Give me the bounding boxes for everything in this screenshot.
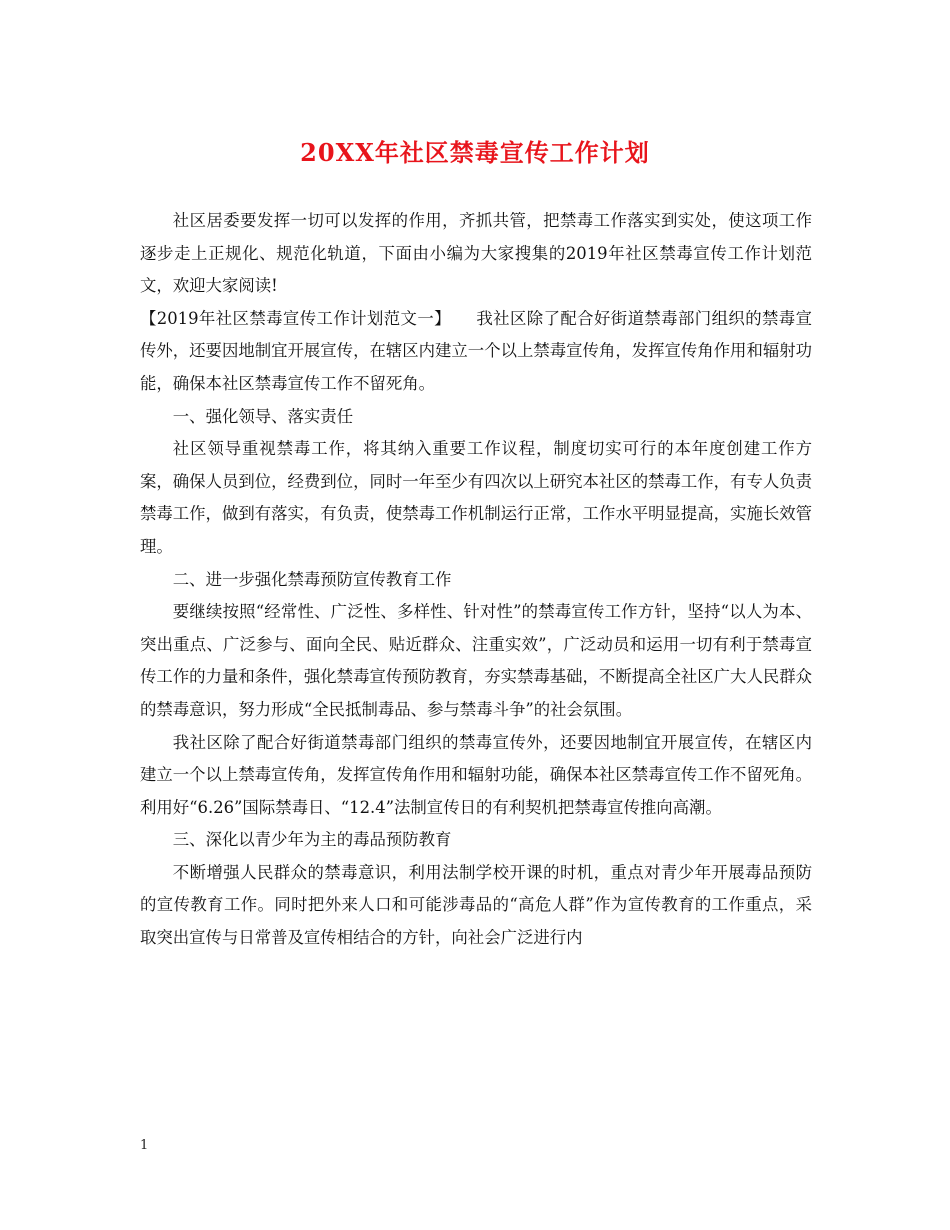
section-2-paragraph-1: 要继续按照“经常性、广泛性、多样性、针对性”的禁毒宣传工作方针，坚持“以人为本、突出重点、广泛参与、面向全民、贴近群众、注重实效”，广泛动员和运用一切有利于禁毒宣传工作的力量和条件，强化禁毒宣传预防教育，夯实禁毒基础，不断提高全社区广大人民群众的禁毒意识，努力形成“全民抵制毒品、参与禁毒斗争”的社会氛围。 (140, 602, 813, 719)
page-number: 1 (140, 1138, 149, 1153)
section-heading-3: 三、深化以青少年为主的毒品预防教育 (172, 830, 452, 850)
section-heading-1: 一、强化领导、落实责任 (172, 406, 354, 426)
intro-paragraph: 社区居委要发挥一切可以发挥的作用，齐抓共管，把禁毒工作落实到实处，使这项工作逐步走上正规化、规范化轨道，下面由小编为大家搜集的2019年社区禁毒宣传工作计划范文，欢迎大家阅读! (140, 211, 812, 296)
document-body (140, 205, 812, 955)
sample-heading-paragraph: 【2019年社区禁毒宣传工作计划范文一】 我社区除了配合好街道禁毒部门组织的禁毒宣传外，还要因地制宜开展宣传，在辖区内建立一个以上禁毒宣传角，发挥宣传角作用和辐射功能，确保本社区禁毒宣传工作不留死角。 (140, 308, 813, 393)
document-title: 20XX年社区禁毒宣传工作计划 (300, 138, 650, 167)
section-3-paragraph: 不断增强人民群众的禁毒意识，利用法制学校开课的时机，重点对青少年开展毒品预防的宣传教育工作。同时把外来人口和可能涉毒品的“高危人群”作为宣传教育的工作重点，采取突出宣传与日常普及宣传相结合的方针，向社会广泛进行内 (140, 862, 812, 948)
section-2-paragraph-2: 我社区除了配合好街道禁毒部门组织的禁毒宣传外，还要因地制宜开展宣传，在辖区内建立一个以上禁毒宣传角，发挥宣传角作用和辐射功能，确保本社区禁毒宣传工作不留死角。利用好“6.26”国际禁毒日、“12.4”法制宣传日的有利契机把禁毒宣传推向高潮。 (140, 732, 813, 817)
section-heading-2: 二、进一步强化禁毒预防宣传教育工作 (172, 569, 452, 589)
section-1-paragraph: 社区领导重视禁毒工作，将其纳入重要工作议程，制度切实可行的本年度创建工作方案，确保人员到位，经费到位，同时一年至少有四次以上研究本社区的禁毒工作，有专人负责禁毒工作，做到有落实，有负责，使禁毒工作机制运行正常，工作水平明显提高，实施长效管理。 (140, 439, 813, 556)
